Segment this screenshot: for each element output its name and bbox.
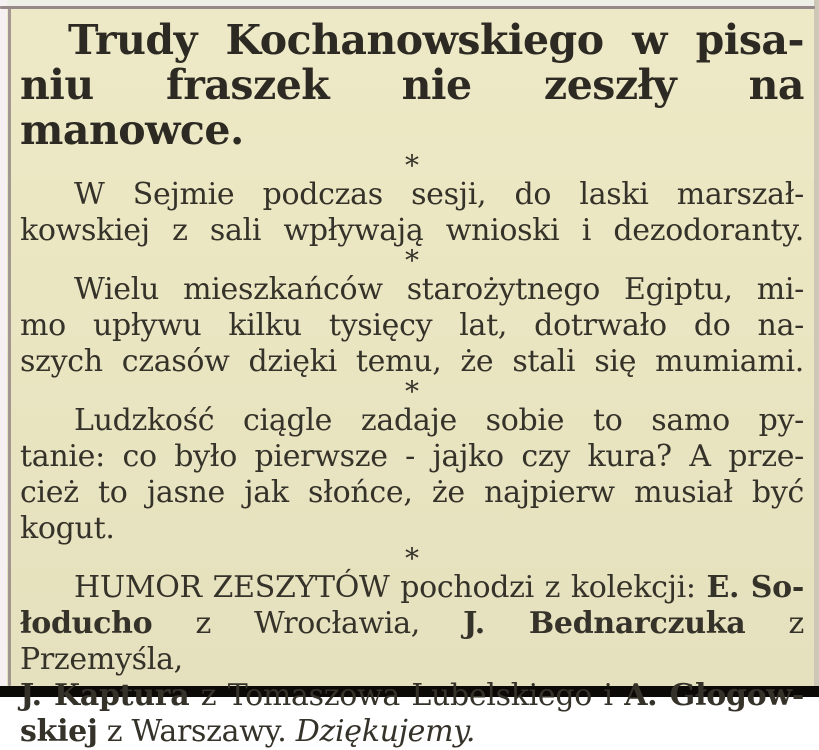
text-run: szych czasów dzięki temu, że stali się mumiami. (20, 344, 804, 379)
text-run: E. So- (706, 570, 804, 605)
text-run: mo upływu kilku tysięcy lat, dotrwało do na- (20, 308, 804, 343)
headline-line (20, 18, 804, 63)
text-run: niu fraszek nie zeszły na manowce. (20, 61, 804, 154)
text-run: cież to jasne jak słońce, że najpierw musiał być (20, 475, 804, 510)
text-run: J. Kaptura (20, 678, 190, 713)
text-run: A. Głogow- (624, 678, 804, 713)
paragraph (20, 570, 804, 750)
scan-margin-left (0, 0, 7, 686)
text-line (20, 714, 804, 750)
asterisk-separator: * (405, 244, 419, 277)
asterisk-separator: * (405, 149, 419, 182)
text-run: skiej (20, 714, 98, 749)
text-line (20, 177, 804, 213)
text-line (20, 439, 804, 475)
text-run: Ludzkość ciągle zadaje sobie to samo py- (74, 403, 804, 438)
asterisk-separator: * (405, 375, 419, 408)
asterisk-separator: * (405, 542, 419, 575)
article-body (11, 9, 814, 749)
text-line (20, 403, 804, 439)
headline-line (20, 63, 804, 153)
text-run: J. Bednarczuka (463, 606, 746, 641)
text-run: z Warszawy. (97, 714, 296, 749)
text-run: kogut. (20, 511, 115, 546)
text-line (20, 272, 804, 308)
text-run: z Przemyśla, (20, 606, 804, 677)
scan-margin-right (814, 0, 819, 686)
text-run: z Wrocławia, (152, 606, 464, 641)
text-run: Trudy Kochanowskiego w pisa- (68, 16, 804, 64)
text-run: kowskiej z sali wpływają wnioski i dezodoranty. (20, 213, 804, 248)
text-run: łoducho (20, 606, 153, 641)
text-run: W Sejmie podczas sesji, do laski marszał- (74, 177, 804, 212)
paragraph (20, 403, 804, 547)
text-run: Wielu mieszkańców starożytnego Egiptu, mi- (74, 272, 804, 307)
text-line (20, 678, 804, 714)
text-line (20, 475, 804, 511)
paragraph (20, 177, 804, 249)
text-line (20, 606, 804, 678)
text-run: Dziękujemy. (295, 714, 476, 749)
text-run: tanie: co było pierwsze - jajko czy kura? A prze- (20, 439, 804, 474)
text-run: HUMOR ZESZYTÓW pochodzi z kolekcji: (74, 570, 707, 605)
headline (20, 18, 804, 153)
paragraph (20, 272, 804, 380)
text-line (20, 308, 804, 344)
text-line (20, 570, 804, 606)
text-run: z Tomaszowa Lubelskiego i (189, 678, 625, 713)
